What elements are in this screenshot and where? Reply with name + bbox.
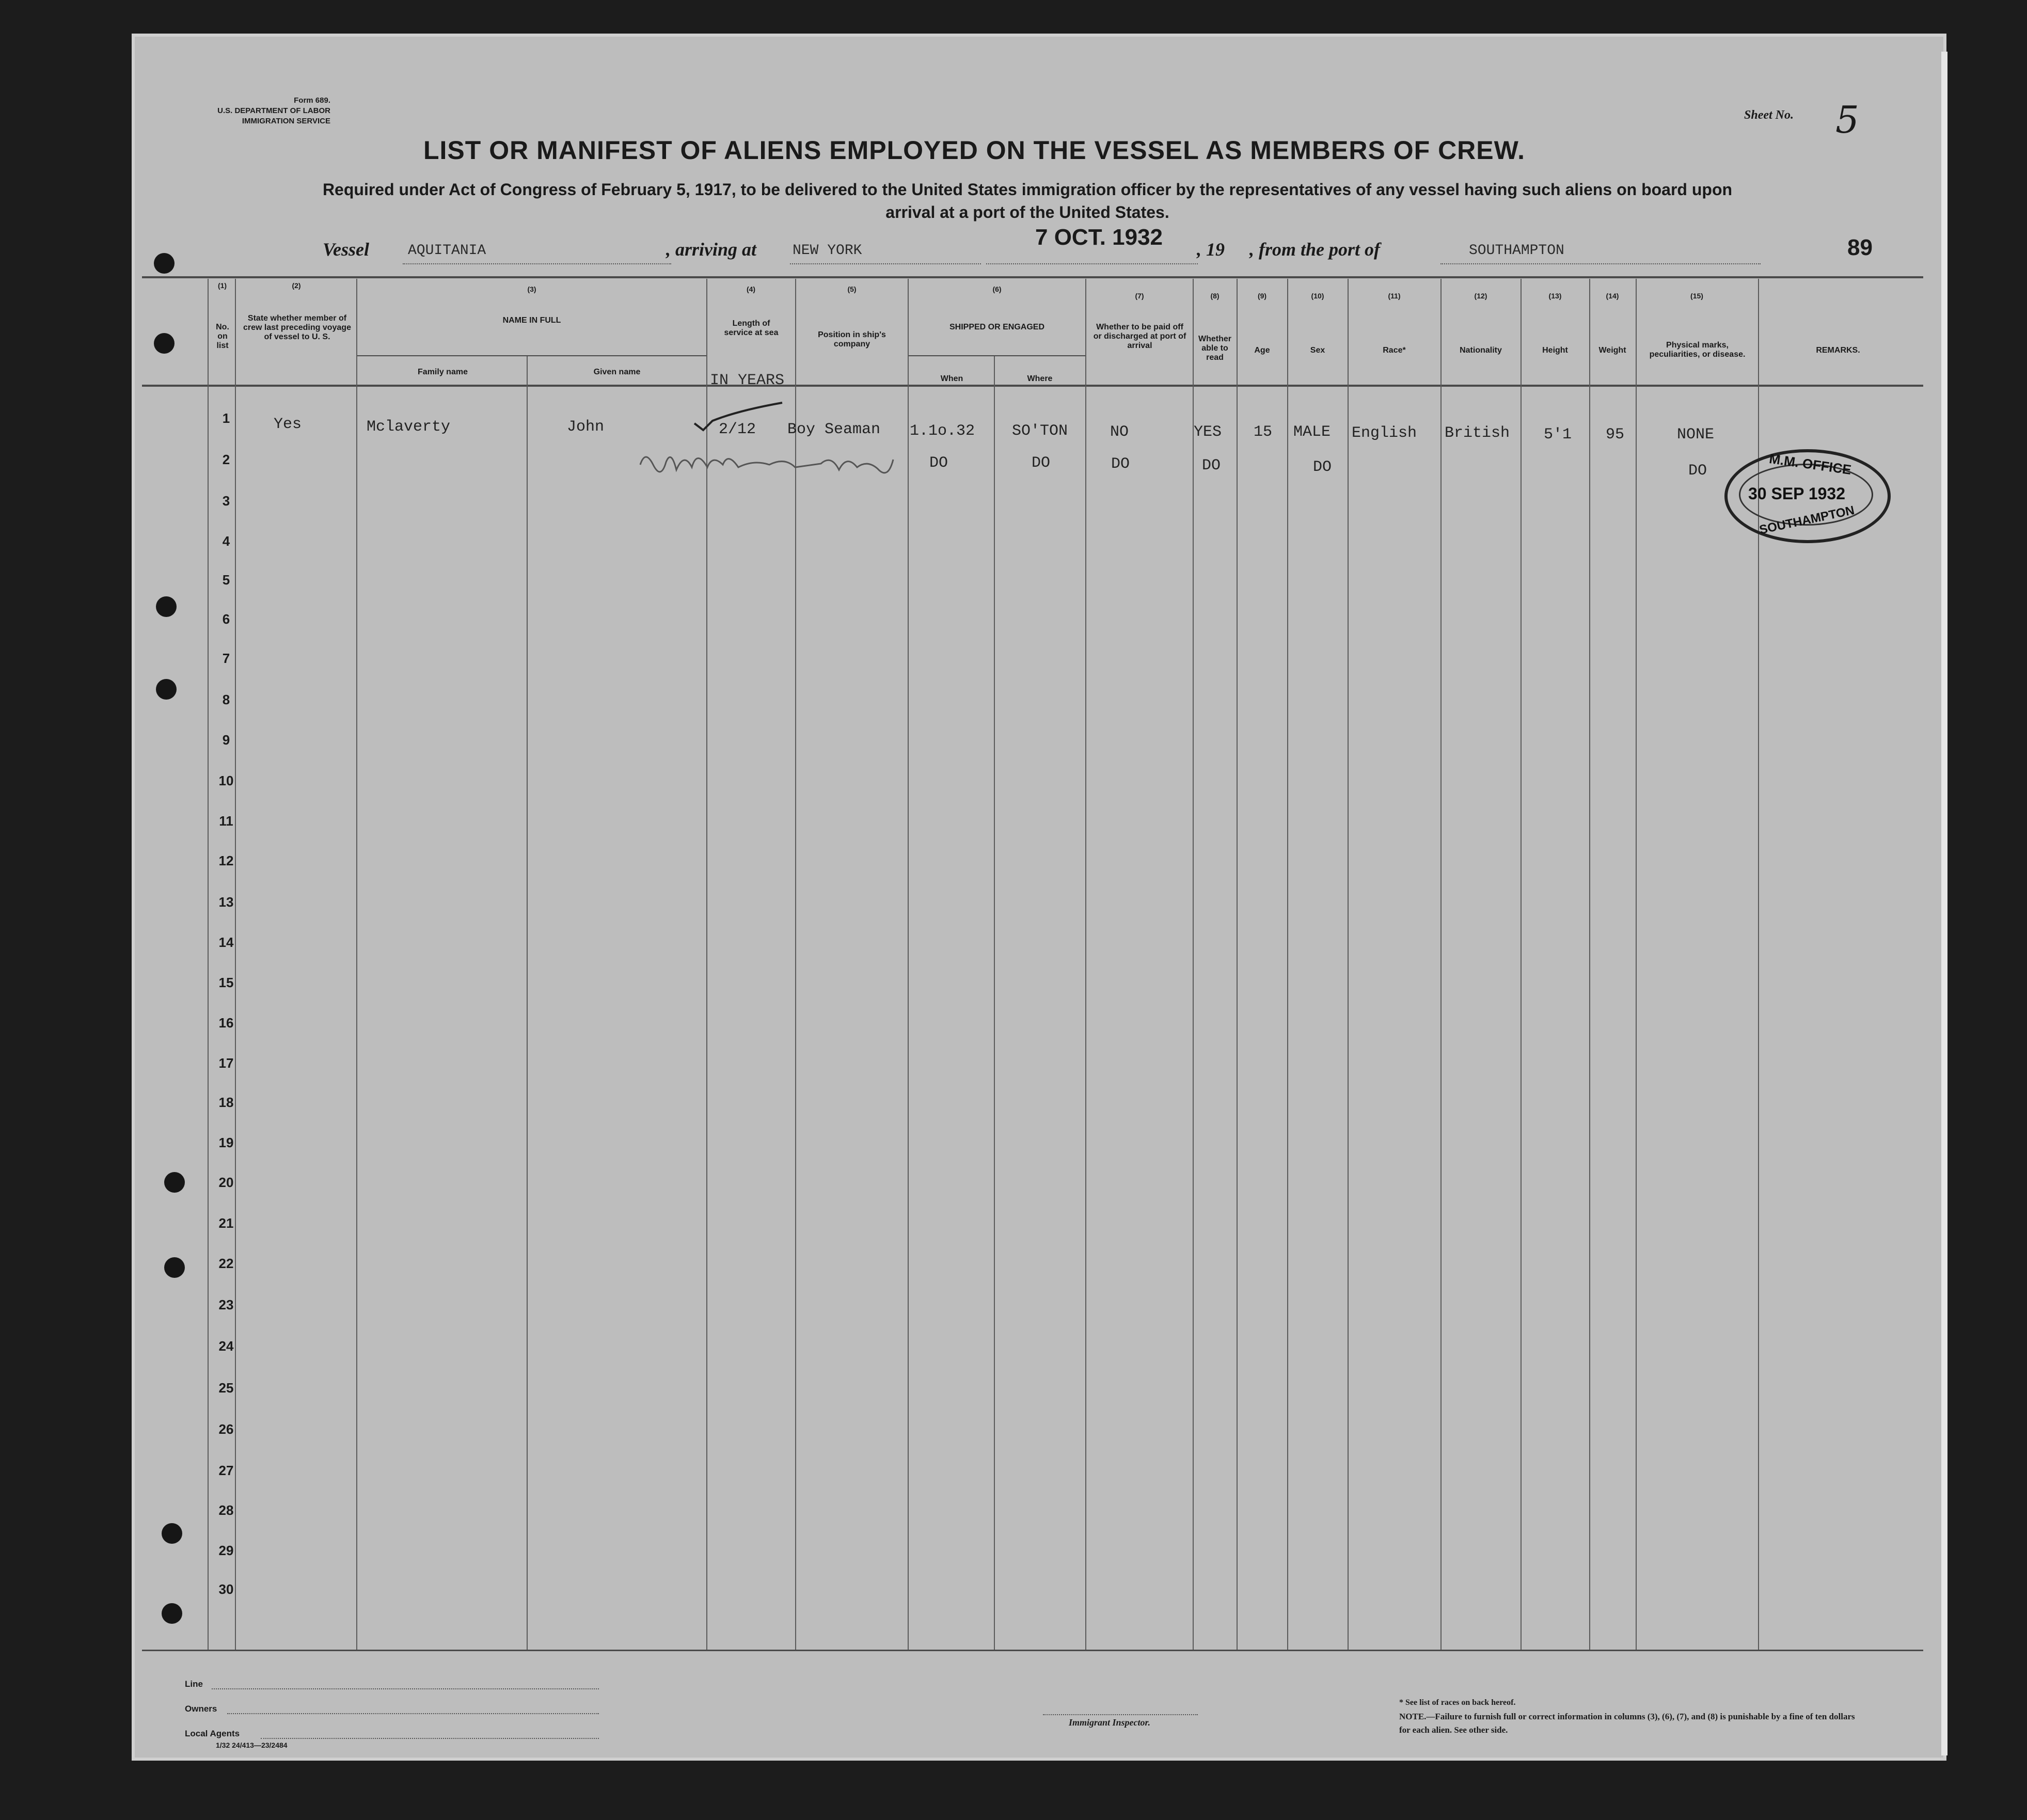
row-number: 11 xyxy=(219,813,233,829)
print-code: 1/32 24/413—23/2484 xyxy=(216,1741,288,1749)
col-header-physical-marks: Physical marks, peculiarities, or disease. xyxy=(1649,341,1746,359)
row-number: 15 xyxy=(218,975,234,990)
year-label: , 19 xyxy=(1197,239,1225,260)
checkmark-annotation xyxy=(692,400,785,436)
cell-shipped-when: DO xyxy=(929,454,948,472)
col-number: (11) xyxy=(1388,292,1401,300)
form-header xyxy=(186,96,330,126)
col-header-length-of-service: Length of service at sea xyxy=(724,319,779,337)
binder-hole xyxy=(164,1257,185,1278)
row-number: 20 xyxy=(218,1175,234,1190)
col-number: (3) xyxy=(527,285,536,293)
cell-sex: DO xyxy=(1313,458,1332,476)
stamp-top-text: M.M. OFFICE xyxy=(1768,450,1852,478)
column-rule xyxy=(527,356,528,1650)
row-number: 29 xyxy=(218,1543,234,1558)
page-subtitle: Required under Act of Congress of February 5, 1917, to be delivered to the United States immigration officer by the representatives of any vessel having such aliens on board upon arrival at a port of the United States. xyxy=(322,180,1733,221)
sheet-edge xyxy=(1941,52,1947,1755)
owners-underline xyxy=(227,1713,599,1714)
binder-hole xyxy=(156,596,177,617)
col-number: (14) xyxy=(1606,292,1619,300)
cell-shipped-where: DO xyxy=(1032,454,1051,472)
row-number: 13 xyxy=(218,894,234,910)
col-number: (1) xyxy=(217,281,227,290)
from-port-value: SOUTHAMPTON xyxy=(1469,243,1564,259)
column-rule xyxy=(1521,279,1522,1650)
col-header-remarks: REMARKS. xyxy=(1816,346,1860,355)
row-number: 12 xyxy=(218,853,234,868)
column-rule xyxy=(235,279,236,1650)
col-header-sex: Sex xyxy=(1310,346,1325,355)
stamp-date-text: 30 SEP 1932 xyxy=(1748,484,1846,503)
col-number: (5) xyxy=(847,285,857,293)
col-number: (7) xyxy=(1135,292,1144,300)
cell-able-to-read: YES xyxy=(1194,423,1222,441)
line-label: Line xyxy=(185,1679,203,1689)
shipped-subhead-rule xyxy=(909,355,1085,356)
col-header-able-to-read: Whether able to read xyxy=(1198,335,1231,362)
col-number: (2) xyxy=(292,281,301,290)
row-number: 1 xyxy=(222,410,230,426)
local-agents-label: Local Agents xyxy=(185,1729,240,1738)
page-title: LIST OR MANIFEST OF ALIENS EMPLOYED ON THE VESSEL AS MEMBERS OF CREW. xyxy=(423,136,1525,165)
owners-label: Owners xyxy=(185,1704,217,1714)
cell-age: 15 xyxy=(1254,423,1273,441)
row-number: 22 xyxy=(218,1256,234,1271)
row-number: 2 xyxy=(222,452,230,467)
row-number: 28 xyxy=(218,1502,234,1518)
col-number: (9) xyxy=(1257,292,1267,300)
col-header-position: Position in ship's company xyxy=(818,330,886,349)
subhead-family-name: Family name xyxy=(418,368,468,376)
service-label: IMMIGRATION SERVICE xyxy=(242,117,330,125)
col-number: (12) xyxy=(1474,292,1487,300)
cell-length-of-service: 2/12 xyxy=(719,421,756,438)
col-header-age: Age xyxy=(1254,346,1270,355)
row-number: 3 xyxy=(222,493,230,509)
cell-paid-off: DO xyxy=(1111,455,1130,473)
sheet-number: 5 xyxy=(1835,98,1859,141)
arriving-label: , arriving at xyxy=(666,239,757,260)
row-number: 6 xyxy=(222,611,230,627)
col-header-shipped-or-engaged: SHIPPED OR ENGAGED xyxy=(949,323,1045,331)
binder-hole xyxy=(162,1603,182,1624)
cell-able-to-read: DO xyxy=(1202,457,1221,474)
form-number: Form 689. xyxy=(294,96,330,105)
col-header-weight: Weight xyxy=(1598,346,1626,355)
col-header-last-voyage: State whether member of crew last preceding voyage of vessel to U. S. xyxy=(243,314,351,341)
row-number: 23 xyxy=(218,1297,234,1312)
col-header-paid-off: Whether to be paid off or discharged at port of arrival xyxy=(1093,323,1186,350)
row-number: 27 xyxy=(218,1463,234,1478)
col-header-no-on-list: No. on list xyxy=(216,323,229,350)
col-number: (4) xyxy=(746,285,756,293)
vessel-label: Vessel xyxy=(323,239,369,260)
from-port-label: , from the port of xyxy=(1249,239,1381,260)
subhead-given-name: Given name xyxy=(593,368,641,376)
column-rule xyxy=(1193,279,1194,1650)
cell-paid-off: NO xyxy=(1110,423,1129,441)
inspector-scribble xyxy=(635,444,924,485)
row-number: 5 xyxy=(222,572,230,588)
inspector-signature-line xyxy=(1043,1714,1198,1715)
inspector-label: Immigrant Inspector. xyxy=(1069,1717,1151,1728)
vessel-underline xyxy=(403,263,671,264)
col-number: (6) xyxy=(992,285,1002,293)
row-number: 17 xyxy=(218,1055,234,1071)
table-head-rule xyxy=(142,385,1923,387)
row-number: 16 xyxy=(218,1015,234,1031)
column-rule xyxy=(356,279,357,1650)
line-underline xyxy=(212,1688,599,1689)
row-number: 26 xyxy=(218,1421,234,1437)
cell-sex: MALE xyxy=(1293,423,1331,441)
column-rule xyxy=(1237,279,1238,1650)
cell-given-name: John xyxy=(567,418,605,436)
from-port-underline xyxy=(1440,263,1761,264)
cell-last-voyage: Yes xyxy=(274,416,302,433)
binder-hole xyxy=(154,333,175,354)
col-header-race: Race* xyxy=(1383,346,1406,355)
binder-hole xyxy=(156,679,177,700)
row-number: 9 xyxy=(222,732,230,748)
row-number: 19 xyxy=(218,1135,234,1150)
column-rule xyxy=(208,279,209,1650)
vessel-value: AQUITANIA xyxy=(408,243,486,259)
col-header-height: Height xyxy=(1542,346,1568,355)
binder-hole xyxy=(162,1523,182,1544)
row-number: 7 xyxy=(222,651,230,666)
mm-office-stamp xyxy=(1724,449,1891,543)
arrival-date-stamp: 7 OCT. 1932 xyxy=(1035,225,1163,250)
cell-nationality: British xyxy=(1445,424,1510,442)
subhead-where: Where xyxy=(1027,374,1053,383)
cell-family-name: Mclaverty xyxy=(367,418,451,436)
agents-underline xyxy=(261,1738,599,1739)
subhead-service-units: IN YEARS xyxy=(710,372,785,389)
cell-height: 5'1 xyxy=(1544,426,1572,444)
row-number: 25 xyxy=(218,1380,234,1396)
col-number: (10) xyxy=(1311,292,1324,300)
col-header-nationality: Nationality xyxy=(1460,346,1502,355)
arriving-underline xyxy=(790,263,981,264)
cell-physical-marks: DO xyxy=(1688,462,1707,480)
penalty-note: NOTE.—Failure to furnish full or correct information in columns (3), (6), (7), and (8) is punishable by a fine of ten dollars for each alien. See other side. xyxy=(1399,1712,1855,1735)
col-number: (15) xyxy=(1690,292,1703,300)
column-rule xyxy=(1287,279,1288,1650)
row-number: 24 xyxy=(218,1338,234,1354)
column-rule xyxy=(1636,279,1637,1650)
cell-shipped-when: 1.1o.32 xyxy=(910,422,975,440)
row-number: 18 xyxy=(218,1095,234,1110)
subhead-when: When xyxy=(940,374,963,383)
cell-physical-marks: NONE xyxy=(1677,426,1715,444)
name-subhead-rule xyxy=(357,355,706,356)
binder-hole xyxy=(164,1172,185,1193)
col-header-name-in-full: NAME IN FULL xyxy=(502,316,561,325)
date-underline xyxy=(986,263,1198,264)
department-label: U.S. DEPARTMENT OF LABOR xyxy=(217,106,330,115)
races-note: * See list of races on back hereof. xyxy=(1399,1698,1516,1707)
row-number: 30 xyxy=(218,1581,234,1597)
column-rule xyxy=(1348,279,1349,1650)
col-number: (8) xyxy=(1210,292,1220,300)
table-top-rule xyxy=(142,276,1923,278)
row-number: 4 xyxy=(222,533,230,549)
col-number: (13) xyxy=(1548,292,1562,300)
cell-weight: 95 xyxy=(1606,426,1625,444)
column-rule xyxy=(1589,279,1590,1650)
row-number: 14 xyxy=(218,935,234,950)
row-number: 10 xyxy=(218,773,234,788)
sheet-label: Sheet No. xyxy=(1744,108,1794,122)
cell-position: Boy Seaman xyxy=(787,421,881,438)
cell-shipped-where: SO'TON xyxy=(1012,422,1068,440)
row-number: 8 xyxy=(222,692,230,707)
binder-hole xyxy=(154,253,175,274)
arriving-value: NEW YORK xyxy=(793,243,862,259)
table-bottom-rule xyxy=(142,1650,1923,1651)
cell-race: English xyxy=(1352,424,1417,442)
stamp-bottom-text: SOUTHAMPTON xyxy=(1758,503,1856,537)
column-rule xyxy=(1440,279,1442,1650)
column-rule xyxy=(1085,279,1086,1650)
row-number: 21 xyxy=(218,1215,234,1231)
column-rule xyxy=(994,356,995,1650)
page-number: 89 xyxy=(1847,235,1873,260)
